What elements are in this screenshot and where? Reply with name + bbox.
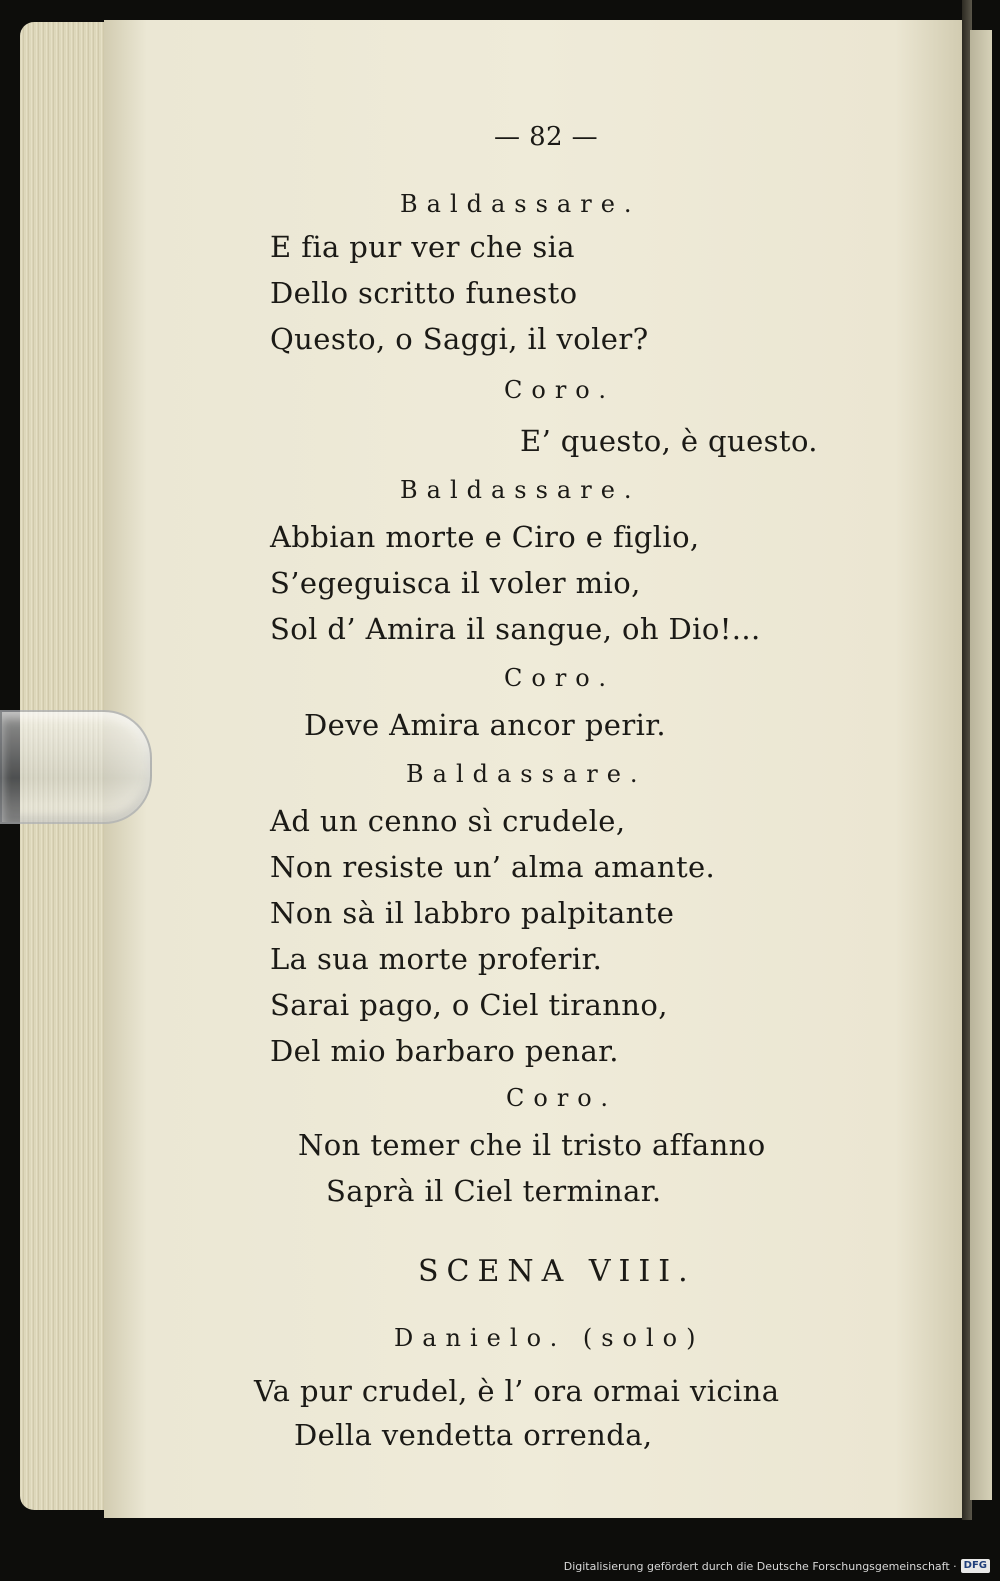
verse-line: La sua morte proferir. — [270, 942, 603, 976]
speaker-label: Baldassare. — [406, 760, 647, 788]
credit-text: Digitalisierung gefördert durch die Deutsche Forschungsgemeinschaft · — [563, 1559, 957, 1573]
scene-heading: SCENA VIII. — [418, 1254, 696, 1289]
verse-line: Saprà il Ciel terminar. — [326, 1174, 662, 1208]
verse-line: Sarai pago, o Ciel tiranno, — [270, 988, 668, 1022]
verse-line: Dello scritto funesto — [270, 276, 578, 310]
verse-line: Non resiste un’ alma amante. — [270, 850, 716, 884]
verse-line: Deve Amira ancor perir. — [304, 708, 666, 742]
dfg-logo: DFG — [961, 1559, 990, 1573]
verse-line: E fia pur ver che sia — [270, 230, 575, 264]
verse-line: Sol d’ Amira il sangue, oh Dio!... — [270, 612, 761, 646]
speaker-label: Coro. — [504, 664, 615, 692]
speaker-label: Coro. — [506, 1084, 617, 1112]
digitization-credit — [564, 1557, 990, 1575]
speaker-label: Coro. — [504, 376, 615, 404]
verse-line: Non temer che il tristo affanno — [298, 1128, 766, 1162]
verse-line: Abbian morte e Ciro e figlio, — [270, 520, 700, 554]
speaker-label: Baldassare. — [400, 476, 641, 504]
speaker-label: Danielo. (solo) — [394, 1324, 705, 1352]
verse-line: Non sà il labbro palpitante — [270, 896, 675, 930]
page-number: — 82 — — [494, 122, 599, 152]
verse-line: Del mio barbaro penar. — [270, 1034, 619, 1068]
verse-line: S’egeguisca il voler mio, — [270, 566, 641, 600]
verse-line: E’ questo, è questo. — [520, 424, 818, 458]
verse-line: Della vendetta orrenda, — [294, 1418, 653, 1452]
verse-line: Questo, o Saggi, il voler? — [270, 322, 649, 356]
verse-line: Va pur crudel, è l’ ora ormai vicina — [254, 1374, 780, 1408]
speaker-label: Baldassare. — [400, 190, 641, 218]
verse-line: Ad un cenno sì crudele, — [270, 804, 626, 838]
